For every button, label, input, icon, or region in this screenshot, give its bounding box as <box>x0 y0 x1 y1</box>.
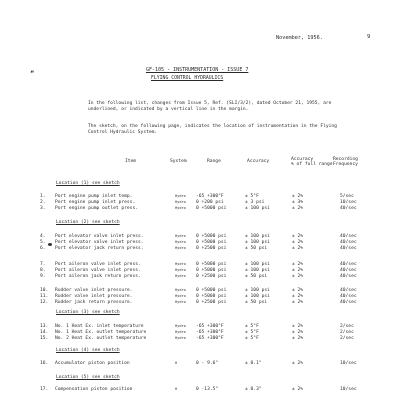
range-value: -65 +300°F <box>196 330 224 335</box>
system-name: Hydro <box>175 336 186 340</box>
accuracy-value: ± 5°F <box>245 330 259 335</box>
range-value: 0 - 9.6" <box>196 361 219 366</box>
accuracy-pct-value: ± 2% <box>292 294 304 299</box>
frequency-value: 10/sec <box>340 200 357 205</box>
accuracy-pct-value: ± 3% <box>292 200 304 205</box>
column-header-range: Range <box>207 159 221 164</box>
hole-punch-mark <box>48 243 52 246</box>
accuracy-value: ± 50 psi <box>245 274 268 279</box>
item-name: Port engine pump inlet press. <box>55 200 136 205</box>
column-header-accuracy-pct: Accuracy % of full range <box>291 157 333 167</box>
system-name: Hydro <box>175 200 186 204</box>
frequency-value: 40/sec <box>340 274 357 279</box>
system-name: Hydro <box>175 234 186 238</box>
column-header-frequency: Recording Frequency <box>333 157 358 167</box>
row-number: 16. <box>40 361 49 366</box>
accuracy-pct-value: ± 2% <box>292 387 304 392</box>
frequency-value: 40/sec <box>340 288 357 293</box>
system-name: Hydro <box>175 324 186 328</box>
column-header-accuracy: Accuracy <box>247 159 270 164</box>
system-name: H <box>175 387 178 391</box>
document-date: November, 1956. <box>276 35 323 41</box>
accuracy-value: ± 0.3" <box>245 387 262 392</box>
item-name: Port elevator valve inlet press. <box>55 240 144 245</box>
system-name: Hydro <box>175 288 186 292</box>
range-value: 0 -13.5" <box>196 387 219 392</box>
range-value: 0 +5000 psi <box>196 240 227 245</box>
accuracy-value: ± 5°F <box>245 194 259 199</box>
frequency-value: 40/sec <box>340 294 357 299</box>
row-number: 4. <box>40 234 46 239</box>
margin-mark: ☙ <box>30 68 35 76</box>
accuracy-value: ± 100 psi <box>245 268 270 273</box>
range-value: -65 +300°F <box>196 194 224 199</box>
system-name: Hydro <box>175 294 186 298</box>
frequency-value: 40/sec <box>340 206 357 211</box>
section-label: Location (3) see sketch <box>56 310 120 315</box>
frequency-value: 40/sec <box>340 268 357 273</box>
row-number: 3. <box>40 206 46 211</box>
range-value: 0 +200 psi <box>196 200 224 205</box>
item-name: No. 2 Heat Ex. outlet temperature <box>55 336 147 341</box>
item-name: Port aileron valve inlet press. <box>55 268 141 273</box>
system-name: Hydro <box>175 268 186 272</box>
system-name: Hydro <box>175 262 186 266</box>
intro-paragraph: In the following list, changes from Issue 5, Ref. (SLI/3/2), dated October 21, 1955, are underlined, or indicated by a vertical line in the margin. <box>88 101 332 112</box>
system-name: Hydro <box>175 206 186 210</box>
row-number: 1. <box>40 194 46 199</box>
row-number: 8. <box>40 268 46 273</box>
frequency-value: 2/sec <box>340 330 354 335</box>
row-number: 10. <box>40 288 49 293</box>
section-label: Location (1) see sketch <box>56 181 120 186</box>
accuracy-pct-value: ± 2% <box>292 336 304 341</box>
frequency-value: 5/sec <box>340 194 354 199</box>
accuracy-value: ± 50 psi <box>245 246 268 251</box>
frequency-value: 2/sec <box>340 336 354 341</box>
range-value: 0 +5000 psi <box>196 294 227 299</box>
accuracy-pct-value: ± 2% <box>292 268 304 273</box>
range-value: 0 +2500 psi <box>196 246 227 251</box>
system-name: Hydro <box>175 300 186 304</box>
frequency-value: 40/sec <box>340 300 357 305</box>
accuracy-value: ± 100 psi <box>245 234 270 239</box>
frequency-value: 2/sec <box>340 324 354 329</box>
row-number: 7. <box>40 262 46 267</box>
range-value: 0 +2500 psi <box>196 274 227 279</box>
row-number: 12. <box>40 300 49 305</box>
item-name: Port elevator valve inlet press. <box>55 234 144 239</box>
row-number: 13. <box>40 324 49 329</box>
accuracy-pct-value: ± 2% <box>292 324 304 329</box>
frequency-value: 40/sec <box>340 262 357 267</box>
accuracy-value: ± 5°F <box>245 324 259 329</box>
column-header-item: Item <box>125 159 137 164</box>
section-label: Location (2) see sketch <box>56 220 120 225</box>
range-value: -65 +300°F <box>196 324 224 329</box>
system-name: Hydro <box>175 194 186 198</box>
accuracy-value: ± 100 psi <box>245 294 270 299</box>
row-number: 6. <box>40 246 46 251</box>
range-value: 0 +5000 psi <box>196 288 227 293</box>
system-name: H <box>175 361 178 365</box>
section-label: Location (5) see sketch <box>56 375 120 380</box>
accuracy-pct-value: ± 2% <box>292 330 304 335</box>
item-name: Port elevator jack return press. <box>55 246 144 251</box>
frequency-value: 40/sec <box>340 240 357 245</box>
accuracy-pct-value: ± 2% <box>292 240 304 245</box>
page-number: 9 <box>367 34 371 40</box>
range-value: -65 +300°F <box>196 336 224 341</box>
accuracy-pct-value: ± 2% <box>292 246 304 251</box>
range-value: 0 +2500 psi <box>196 300 227 305</box>
accuracy-value: ± 3 psi <box>245 200 265 205</box>
row-number: 11. <box>40 294 49 299</box>
row-number: 2. <box>40 200 46 205</box>
item-name: Port aileron jack return press. <box>55 274 141 279</box>
section-label: Location (4) see sketch <box>56 348 120 353</box>
accuracy-pct-value: ± 2% <box>292 234 304 239</box>
accuracy-value: ± 100 psi <box>245 206 270 211</box>
accuracy-value: ± 0.1" <box>245 361 262 366</box>
item-name: No. 1 Heat Ex. inlet temperature <box>55 324 144 329</box>
document-subtitle: FLYING CONTROL HYDRAULICS <box>151 76 224 81</box>
item-name: Compensation piston position <box>55 387 133 392</box>
row-number: 9. <box>40 274 46 279</box>
frequency-value: 10/sec <box>340 387 357 392</box>
accuracy-value: ± 100 psi <box>245 262 270 267</box>
frequency-value: 40/sec <box>340 234 357 239</box>
accuracy-value: ± 5°F <box>245 336 259 341</box>
document-title: GF-105 - INSTRUMENTATION - ISSUE 7 <box>146 67 249 73</box>
system-name: Hydro <box>175 330 186 334</box>
range-value: 0 +5000 psi <box>196 234 227 239</box>
item-name: Port engine pump outlet press. <box>55 206 138 211</box>
row-number: 14. <box>40 330 49 335</box>
accuracy-pct-value: ± 2% <box>292 194 304 199</box>
accuracy-pct-value: ± 2% <box>292 361 304 366</box>
system-name: Hydro <box>175 240 186 244</box>
accuracy-pct-value: ± 2% <box>292 274 304 279</box>
range-value: 0 +5000 psi <box>196 206 227 211</box>
accuracy-pct-value: ± 2% <box>292 300 304 305</box>
row-number: 17. <box>40 387 49 392</box>
accuracy-pct-value: ± 2% <box>292 288 304 293</box>
range-value: 0 +5000 psi <box>196 268 227 273</box>
item-name: Port aileron valve inlet press. <box>55 262 141 267</box>
accuracy-pct-value: ± 2% <box>292 262 304 267</box>
row-number: 15. <box>40 336 49 341</box>
item-name: Rudder jack return pressure. <box>55 300 133 305</box>
sketch-paragraph: The sketch, on the following page, indicates the location of instrumentation in the Flying Control Hydraulic System. <box>88 124 337 135</box>
column-header-system: System <box>170 159 187 164</box>
system-name: Hydro <box>175 274 186 278</box>
system-name: Hydro <box>175 246 186 250</box>
row-number: 5. <box>40 240 46 245</box>
range-value: 0 +5000 psi <box>196 262 227 267</box>
item-name: No. 1 Heat Ex. outlet temperature <box>55 330 147 335</box>
accuracy-pct-value: ± 2% <box>292 206 304 211</box>
frequency-value: 40/sec <box>340 246 357 251</box>
accuracy-value: ± 100 psi <box>245 288 270 293</box>
item-name: Rudder valve inlet pressure. <box>55 288 133 293</box>
frequency-value: 10/sec <box>340 361 357 366</box>
item-name: Port engine pump inlet temp. <box>55 194 133 199</box>
accuracy-value: ± 100 psi <box>245 240 270 245</box>
item-name: Rudder valve inlet pressure. <box>55 294 133 299</box>
item-name: Accumulator piston position <box>55 361 130 366</box>
accuracy-value: ± 50 psi <box>245 300 268 305</box>
